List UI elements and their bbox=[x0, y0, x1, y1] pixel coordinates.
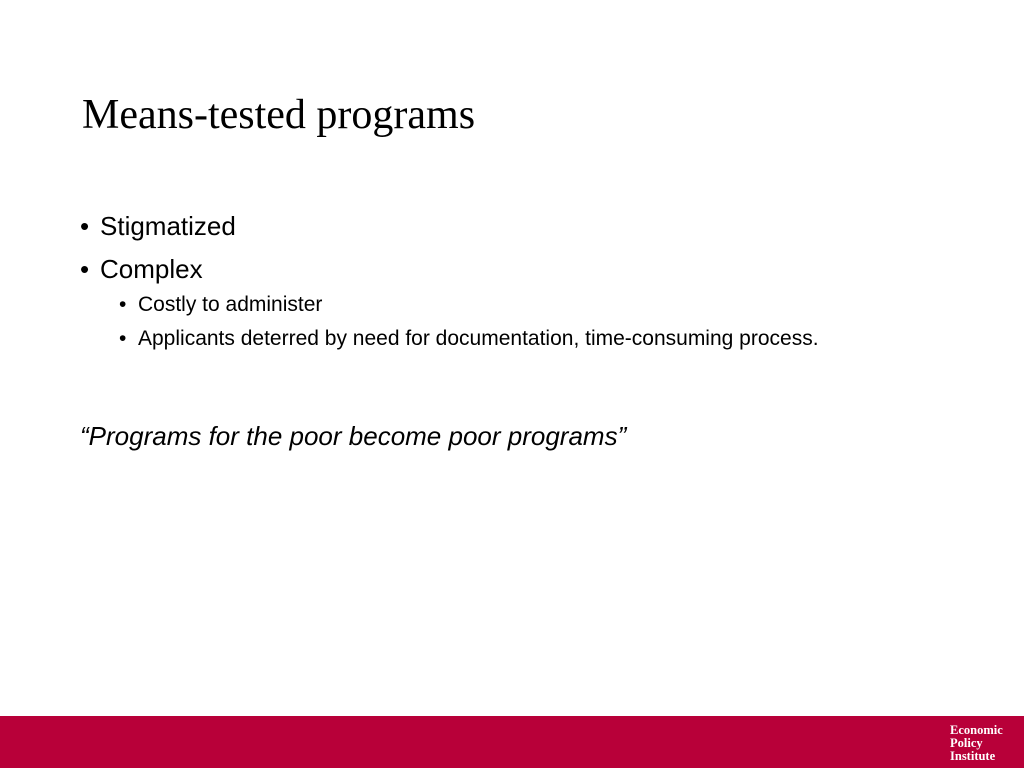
bullet-marker: • bbox=[80, 211, 90, 241]
quote: “Programs for the poor become poor programs” bbox=[80, 421, 627, 451]
bullet-stigmatized bbox=[80, 210, 236, 242]
sub-bullet-text: Costly to administer bbox=[138, 293, 323, 316]
footer-band bbox=[0, 716, 1024, 768]
slide-title: Means-tested programs bbox=[82, 92, 476, 138]
sub-bullet-marker: • bbox=[119, 327, 127, 350]
sub-bullet-text: Applicants deterred by need for documentation, time-consuming process. bbox=[138, 327, 819, 350]
logo-line: Institute bbox=[950, 749, 996, 763]
bullet-marker: • bbox=[80, 254, 90, 284]
logo-line: Policy bbox=[950, 736, 983, 750]
sub-bullet-marker: • bbox=[119, 293, 127, 316]
bullet-complex bbox=[80, 253, 203, 285]
sub-bullet-applicants bbox=[119, 326, 879, 352]
epi-logo bbox=[950, 724, 1020, 763]
logo-line: Economic bbox=[950, 723, 1003, 737]
sub-bullet-costly bbox=[119, 292, 879, 318]
bullet-text: Complex bbox=[100, 254, 203, 284]
bullet-text: Stigmatized bbox=[100, 211, 236, 241]
